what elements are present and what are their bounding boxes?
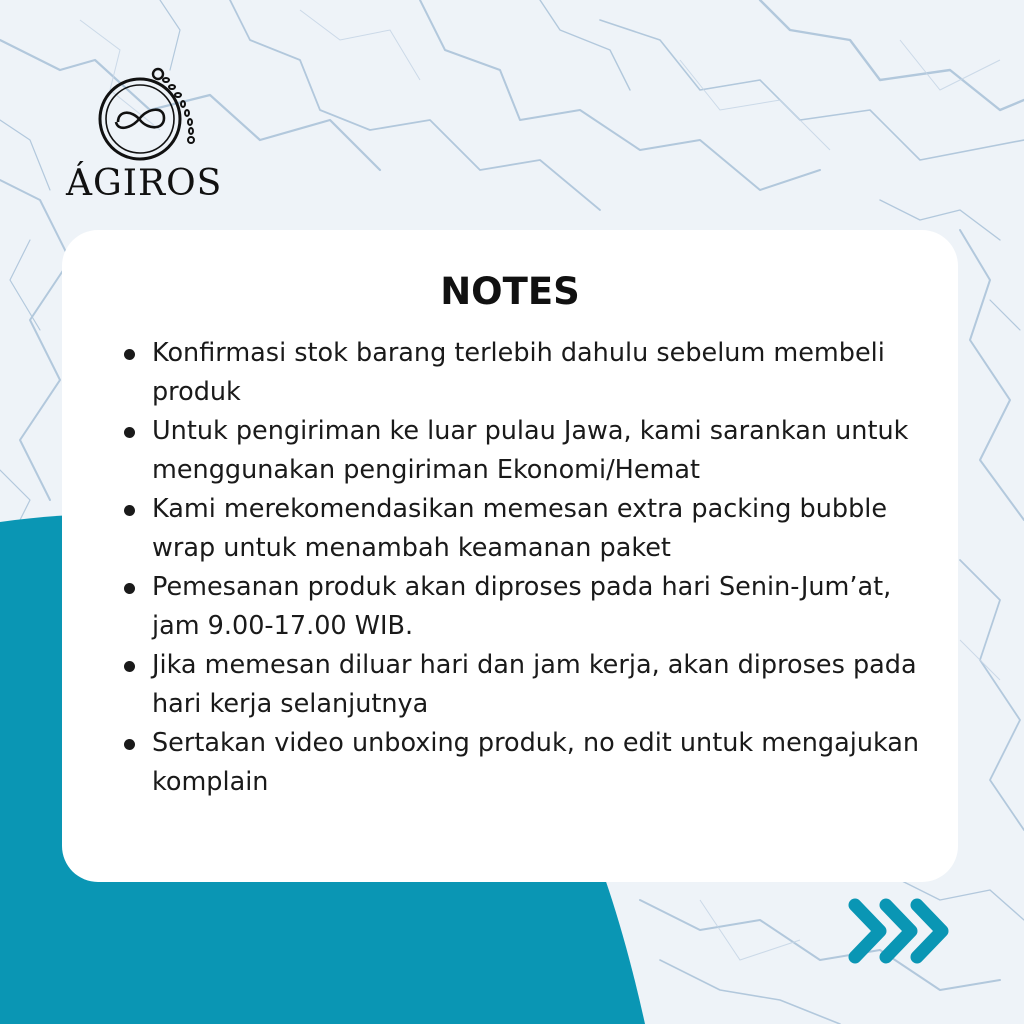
bullet-icon xyxy=(124,661,135,672)
note-item xyxy=(120,490,920,568)
note-item xyxy=(120,646,920,724)
note-text: Untuk pengiriman ke luar pulau Jawa, kami sarankan untuk menggunakan pengiriman Ekonomi/Hemat xyxy=(152,416,909,485)
bullet-icon xyxy=(124,427,135,438)
note-item xyxy=(120,724,920,802)
bullet-icon xyxy=(124,349,135,360)
bullet-icon xyxy=(124,739,135,750)
note-text: Konfirmasi stok barang terlebih dahulu sebelum membeli produk xyxy=(152,338,885,407)
note-text: Sertakan video unboxing produk, no edit untuk mengajukan komplain xyxy=(152,728,920,797)
brand-logo xyxy=(60,62,223,212)
bullet-icon xyxy=(124,583,135,594)
note-text: Pemesanan produk akan diproses pada hari Senin-Jum’at, jam 9.00-17.00 WIB. xyxy=(152,572,892,641)
note-item xyxy=(120,334,920,412)
notes-list xyxy=(120,334,920,802)
note-item xyxy=(120,412,920,490)
note-item xyxy=(120,568,920,646)
bullet-icon xyxy=(124,505,135,516)
pocket-watch-infinity-icon xyxy=(60,62,220,172)
triple-chevron-right-icon[interactable] xyxy=(846,896,960,966)
notes-title: NOTES xyxy=(440,270,580,313)
note-text: Kami merekomendasikan memesan extra packing bubble wrap untuk menambah keamanan paket xyxy=(152,494,888,563)
brand-name: ÁGIROS xyxy=(66,163,223,204)
notes-card xyxy=(62,230,958,882)
note-text: Jika memesan diluar hari dan jam kerja, akan diproses pada hari kerja selanjutnya xyxy=(152,650,917,719)
